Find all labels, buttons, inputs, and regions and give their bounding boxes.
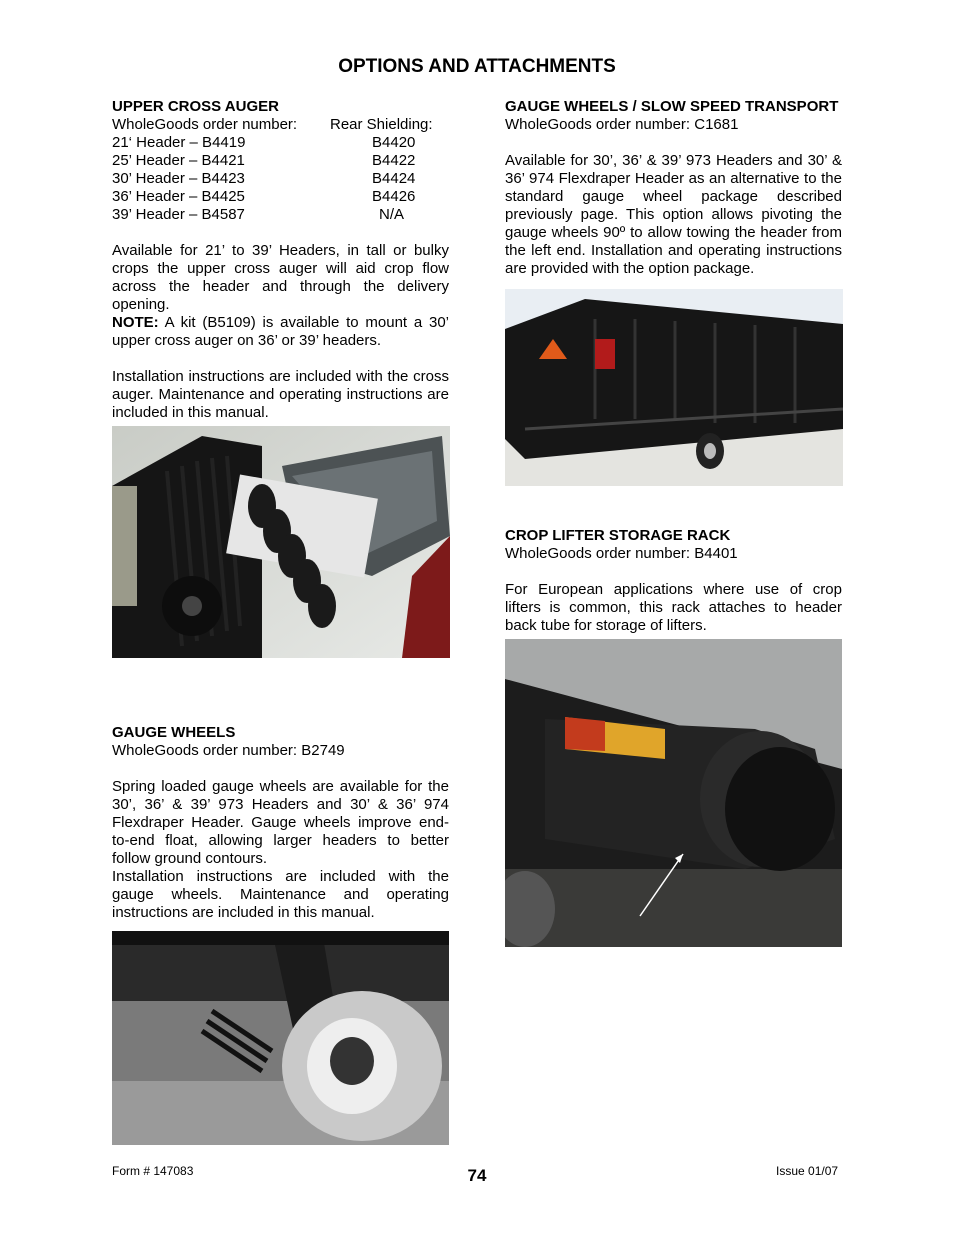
slow-speed-transport-heading: GAUGE WHEELS / SLOW SPEED TRANSPORT [505, 98, 839, 115]
upper-cross-auger-description: Available for 21’ to 39’ Headers, in tall or bulky crops the upper cross auger will aid crop flow across the header and through the delivery opening. [112, 242, 449, 313]
order-table-row [112, 206, 449, 224]
shield-part: B4426 [372, 188, 416, 205]
crop-lifter-rack-order: WholeGoods order number: B4401 [505, 545, 738, 562]
crop-lifter-rack-heading: CROP LIFTER STORAGE RACK [505, 527, 731, 544]
header-part: 25’ Header – B4421 [112, 152, 245, 169]
header-part: 36’ Header – B4425 [112, 188, 245, 205]
upper-cross-auger-note [112, 314, 449, 350]
header-part: 39’ Header – B4587 [112, 206, 245, 223]
crop-lifter-rack-section [505, 527, 842, 635]
shield-part: N/A [379, 206, 405, 223]
order-table-row [112, 152, 449, 170]
order-number-table [112, 116, 449, 224]
note-label: NOTE: [112, 314, 159, 331]
rear-shielding-label: Rear Shielding: [330, 116, 433, 133]
issue-date: Issue 01/07 [776, 1164, 839, 1178]
crop-lifter-rack-description: For European applications where use of crop lifters is common, this rack attaches to header back tube for storage of lifters. [505, 581, 842, 634]
shield-part: B4420 [372, 134, 416, 151]
gauge-wheels-section [112, 724, 449, 922]
upper-cross-auger-section [112, 98, 449, 422]
header-part: 30’ Header – B4423 [112, 170, 245, 187]
crop-lifter-rack-photo [505, 639, 842, 947]
gauge-wheels-heading: GAUGE WHEELS [112, 724, 236, 741]
slow-speed-transport-section [505, 98, 842, 278]
order-table-row [112, 134, 449, 152]
gauge-wheels-description: Spring loaded gauge wheels are available for the 30’, 36’ & 39’ 973 Headers and 30’ & 36’ 974 Flexdraper Header. Gauge wheels improve end-to-end float, allowing larger headers to better follow ground contours. [112, 778, 449, 867]
slow-speed-transport-description: Available for 30’, 36’ & 39’ 973 Headers and 30’ & 36’ 974 Flexdraper Header as an alternative to the standard gauge wheel package described previously page. This option allows pivoting the gauge wheels 90º to allow towing the header from the left end. Installation and operating instructions are provided with the option package. [505, 152, 842, 277]
note-text: A kit (B5109) is available to mount a 30’ upper cross auger on 36’ or 39’ headers. [112, 314, 449, 349]
page-number: 74 [467, 1166, 487, 1185]
gauge-wheels-instructions: Installation instructions are included with the gauge wheels. Maintenance and operating instructions are included in this manual. [112, 868, 449, 921]
gauge-wheels-order: WholeGoods order number: B2749 [112, 742, 345, 759]
header-part: 21‘ Header – B4419 [112, 134, 246, 151]
upper-cross-auger-heading: UPPER CROSS AUGER [112, 98, 279, 115]
form-number: Form # 147083 [112, 1164, 194, 1178]
order-table-header-row [112, 116, 449, 134]
slow-speed-transport-photo [505, 289, 843, 486]
shield-part: B4424 [372, 170, 416, 187]
page-title: OPTIONS AND ATTACHMENTS [338, 56, 616, 77]
order-label: WholeGoods order number: [112, 116, 298, 133]
order-table-row [112, 188, 449, 206]
shield-part: B4422 [372, 152, 416, 169]
upper-cross-auger-photo [112, 426, 450, 658]
gauge-wheels-photo [112, 931, 449, 1145]
upper-cross-auger-instructions: Installation instructions are included with the cross auger. Maintenance and operating instructions are included in this manual. [112, 368, 449, 421]
slow-speed-transport-order: WholeGoods order number: C1681 [505, 116, 739, 133]
order-table-row [112, 170, 449, 188]
